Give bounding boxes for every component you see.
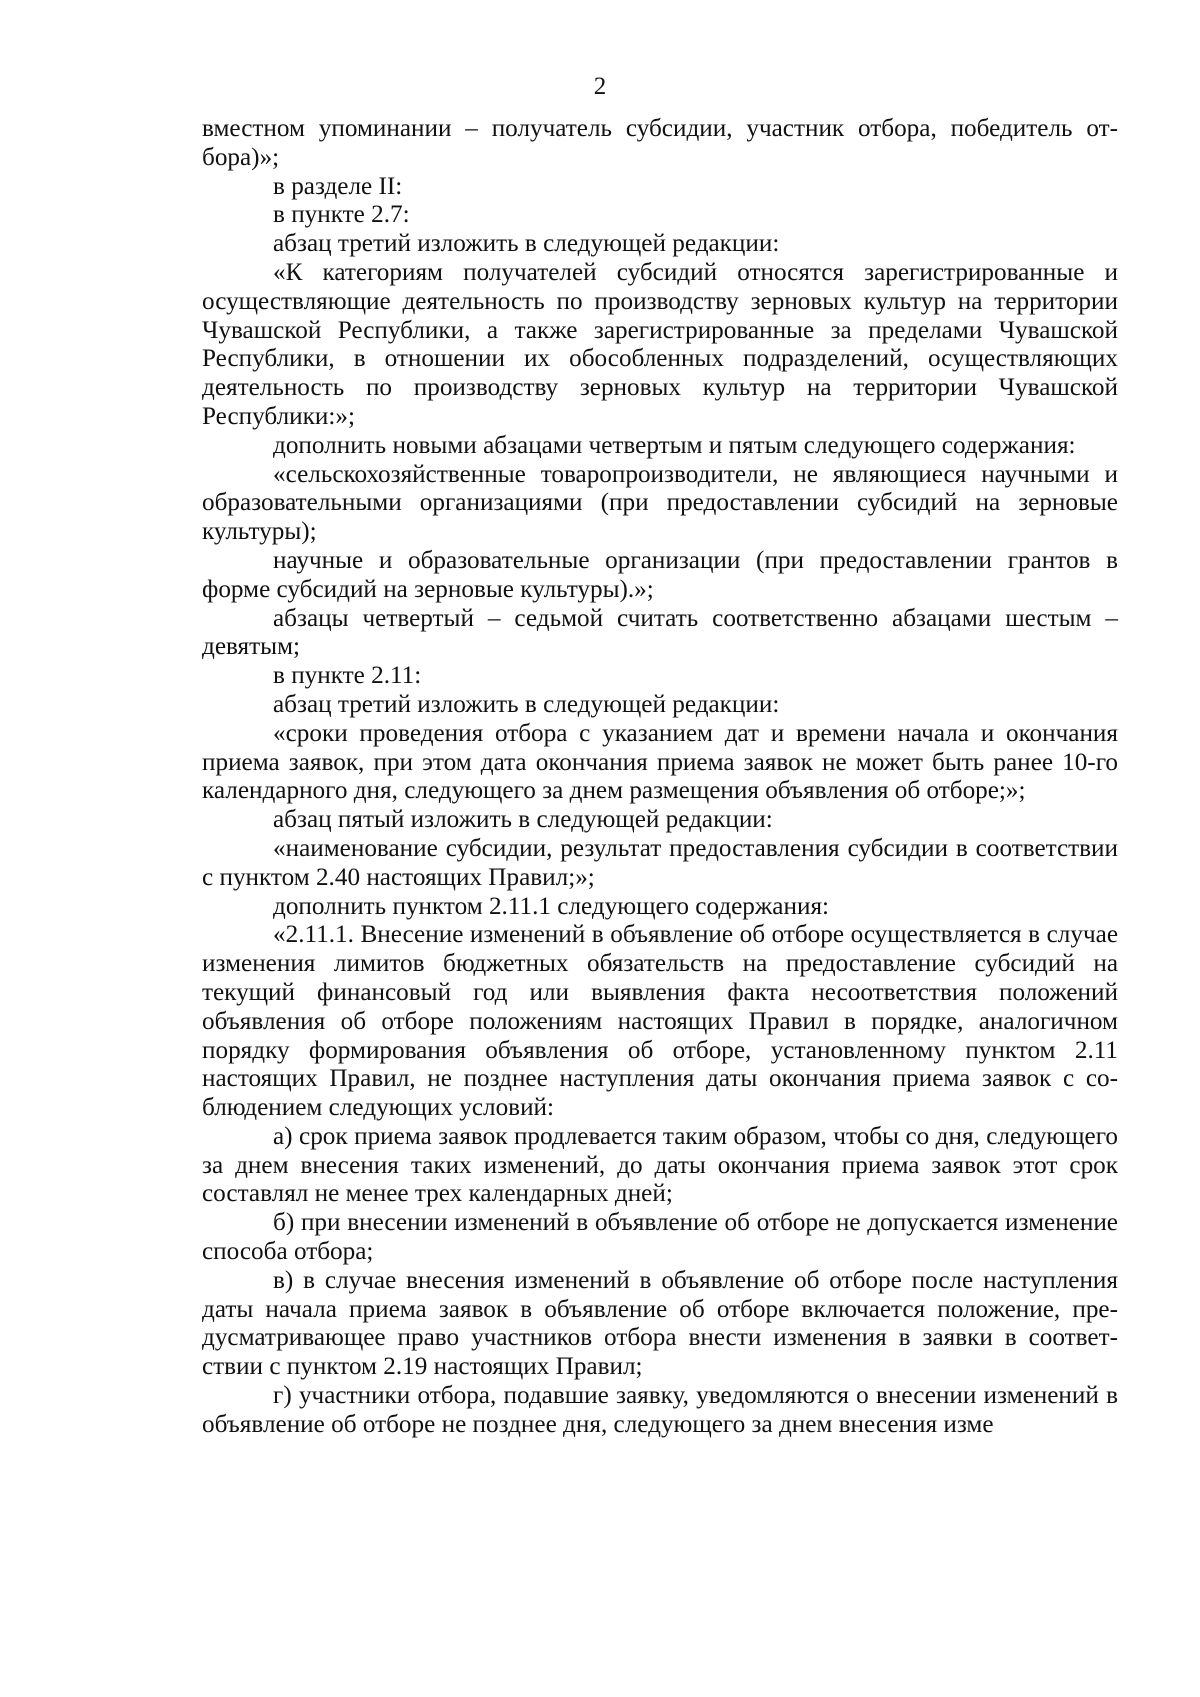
paragraph-16: «2.11.1. Внесение изменений в объявление об отборе осуществляется в случае изменения лимитов бюджетных обязательств на предоставление субсидий на текущий финансовый год или выявления факта несоответствия положений объявления об отборе положениям настоящих Правил в порядке, аналогичном порядку формирования объявления об отборе, установленному пунктом 2.11 настоящих Правил, не позднее наступления даты окончания приема заявок с соблюдением следующих условий: <box>202 921 1118 1122</box>
paragraph-20: г) участники отбора, подавшие заявку, уведомляются о внесении изменений в объявление об отборе не позднее дня, следующего за днем внесения изме <box>202 1382 1118 1438</box>
paragraph-3: в пункте 2.7: <box>273 201 410 229</box>
paragraph-10: в пункте 2.11: <box>273 662 422 690</box>
paragraph-13: абзац пятый изложить в следующей редакции: <box>273 806 773 834</box>
paragraph-9: абзацы четвертый – седьмой считать соответственно абзацами шестым – девятым; <box>202 604 1118 661</box>
paragraph-8: научные и образовательные организации (при предоставлении грантов в форме субсидий на зерновые культуры).»; <box>202 546 1118 603</box>
paragraph-14: «наименование субсидии, результат предоставления субсидии в соответствии с пунктом 2.40 настоящих Правил;»; <box>202 834 1118 891</box>
page-number: 2 <box>593 73 607 100</box>
document-body <box>202 115 1118 1440</box>
paragraph-4: абзац третий изложить в следующей редакции: <box>273 230 780 258</box>
paragraph-5: «К категориям получателей субсидий относятся зарегистрированные и осуществляющие деятельность по производству зерновых культур на территории Чувашской Республики, а также зарегистрированные за пределами Чувашской Республики, в отношении их обособленных подразделений, осуществляющих деятельность по производству зерновых культур на территории Чувашской Республики:»; <box>202 258 1118 430</box>
paragraph-2: в разделе II: <box>273 172 403 200</box>
paragraph-17: а) срок приема заявок продлевается таким образом, чтобы со дня, следующего за днем внесения таких изменений, до даты окончания приема заявок этот срок составлял не менее трех календарных дней; <box>202 1122 1118 1208</box>
paragraph-12: «сроки проведения отбора с указанием дат и времени начала и окончания приема заявок, при этом дата окончания приема заявок не может быть ранее 10-го календарного дня, следующего за днем размещения объявления об отборе;»; <box>202 719 1118 805</box>
paragraph-6: дополнить новыми абзацами четвертым и пятым следующего содержания: <box>273 431 1076 459</box>
paragraph-7: «сельскохозяйственные товаропроизводители, не являющиеся научными и образовательными организациями (при предоставлении субсидий на зерновые культуры); <box>202 460 1118 546</box>
paragraph-1: вместном упоминании – получатель субсидии, участник отбора, победитель отбора)»; <box>202 115 1118 171</box>
paragraph-18: б) при внесении изменений в объявление об отборе не допускается изменение способа отбора; <box>202 1209 1118 1266</box>
paragraph-19: в) в случае внесения изменений в объявление об отборе после наступления даты начала приема заявок в объявление об отборе включается положение, предусматривающее право участников отбора внести изменения в заявки в соответствии с пунктом 2.19 настоящих Правил; <box>202 1266 1118 1381</box>
paragraph-11: абзац третий изложить в следующей редакции: <box>273 690 780 718</box>
paragraph-15: дополнить пунктом 2.11.1 следующего содержания: <box>273 892 830 920</box>
